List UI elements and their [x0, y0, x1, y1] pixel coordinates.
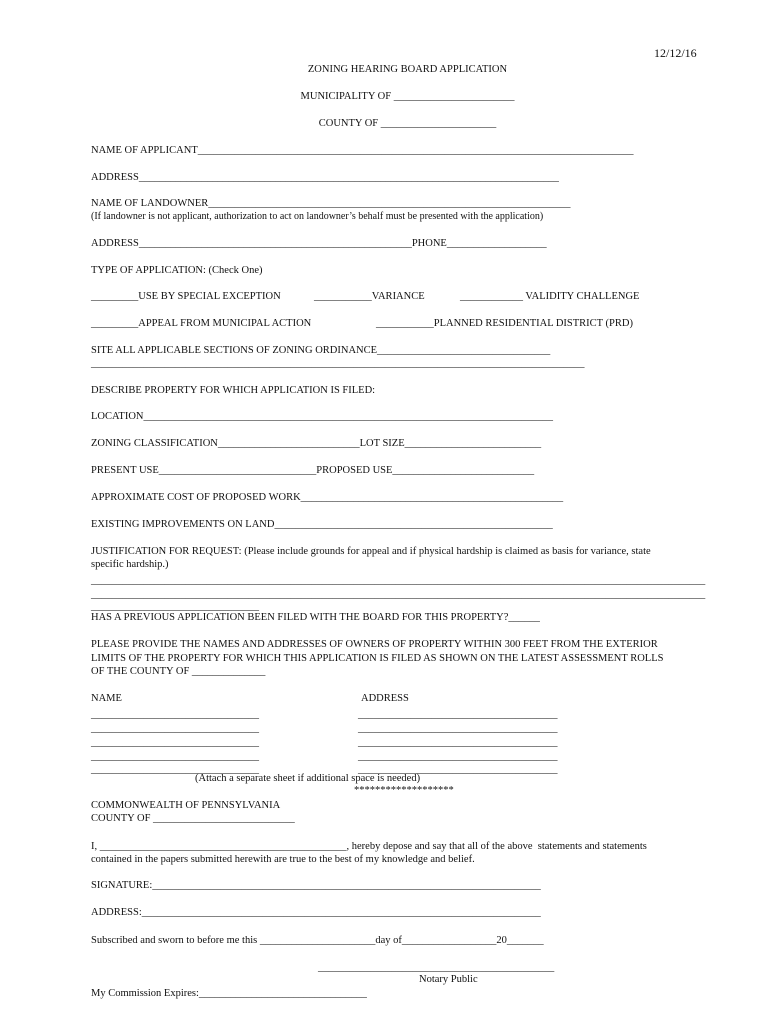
document-date: 12/12/16	[654, 46, 697, 60]
commonwealth-label: COMMONWEALTH OF PENNSYLVANIA	[91, 800, 281, 811]
ordinance-sections-field[interactable]: SITE ALL APPLICABLE SECTIONS OF ZONING ORDINANCE_________________________________	[91, 345, 551, 356]
depose-statement-field[interactable]: I, _______________________________________________, hereby depose and say that all of the above statements and statements	[91, 841, 647, 852]
option-appeal[interactable]: _________APPEAL FROM MUNICIPAL ACTION	[91, 318, 312, 329]
describe-property-heading: DESCRIBE PROPERTY FOR WHICH APPLICATION IS FILED:	[91, 385, 376, 396]
landowner-name-field[interactable]: NAME OF LANDOWNER_____________________________________________________________________	[91, 198, 571, 209]
approximate-cost-field[interactable]: APPROXIMATE COST OF PROPOSED WORK__________________________________________________	[91, 492, 564, 503]
separator-stars: *******************	[354, 785, 454, 796]
county-field[interactable]: COUNTY OF ______________________	[318, 118, 497, 129]
present-proposed-use-field[interactable]: PRESENT USE______________________________PROPOSED USE___________________________	[91, 465, 535, 476]
owners-instructions-1: PLEASE PROVIDE THE NAMES AND ADDRESSES OF OWNERS OF PROPERTY WITHIN 300 FEET FROM THE EXTERIOR	[91, 639, 658, 650]
depose-statement-cont: contained in the papers submitted herewith are true to the best of my knowledge and belief.	[91, 854, 475, 865]
justification-line-2[interactable]: _____________________________________________________________________________________________________________________	[91, 589, 706, 600]
justification-heading: JUSTIFICATION FOR REQUEST: (Please include grounds for appeal and if physical hardship is claimed as basis for variance, state	[91, 546, 651, 557]
owner-address-line[interactable]: ______________________________________	[358, 751, 558, 762]
option-variance[interactable]: ___________VARIANCE	[314, 291, 425, 302]
notary-signature-line[interactable]: _____________________________________________	[318, 962, 555, 973]
owner-name-line[interactable]: ________________________________	[91, 751, 259, 762]
owners-address-header: ADDRESS	[361, 693, 409, 704]
owner-name-line[interactable]: ________________________________	[91, 764, 259, 775]
applicant-name-field[interactable]: NAME OF APPLICANT___________________________________________________________________________________	[91, 145, 634, 156]
owners-instructions-2: LIMITS OF THE PROPERTY FOR WHICH THIS APPLICATION IS FILED AS SHOWN ON THE LATEST ASSESSMENT ROLLS	[91, 653, 664, 664]
owner-name-line[interactable]: ________________________________	[91, 709, 259, 720]
location-field[interactable]: LOCATION______________________________________________________________________________	[91, 411, 553, 422]
owner-address-line[interactable]: ______________________________________	[358, 709, 558, 720]
application-type-heading: TYPE OF APPLICATION: (Check One)	[91, 265, 263, 276]
owner-address-line[interactable]: ______________________________________	[358, 737, 558, 748]
existing-improvements-field[interactable]: EXISTING IMPROVEMENTS ON LAND_____________________________________________________	[91, 519, 553, 530]
commission-expires-field[interactable]: My Commission Expires:________________________________	[91, 988, 367, 999]
justification-heading-cont: specific hardship.)	[91, 559, 169, 570]
option-validity-challenge[interactable]: ____________ VALIDITY CHALLENGE	[460, 291, 640, 302]
justification-line-1[interactable]: _____________________________________________________________________________________________________________________	[91, 575, 706, 586]
applicant-address-field[interactable]: ADDRESS________________________________________________________________________________	[91, 172, 559, 183]
sworn-date-field[interactable]: Subscribed and sworn to before me this ______________________day of__________________20_______	[91, 935, 544, 946]
option-prd[interactable]: ___________PLANNED RESIDENTIAL DISTRICT (PRD)	[376, 318, 633, 329]
attach-sheet-note: (Attach a separate sheet if additional space is needed)	[195, 773, 421, 784]
owner-address-line[interactable]: ______________________________________	[358, 723, 558, 734]
signature-field[interactable]: SIGNATURE:__________________________________________________________________________	[91, 880, 541, 891]
owner-address-line[interactable]: ______________________________________	[358, 764, 558, 775]
landowner-address-phone-field[interactable]: ADDRESS____________________________________________________PHONE___________________	[91, 238, 547, 249]
ordinance-sections-line[interactable]: ______________________________________________________________________________________________	[91, 358, 585, 369]
owner-name-line[interactable]: ________________________________	[91, 723, 259, 734]
municipality-field[interactable]: MUNICIPALITY OF _______________________	[300, 91, 515, 102]
previous-application-field[interactable]: HAS A PREVIOUS APPLICATION BEEN FILED WITH THE BOARD FOR THIS PROPERTY?______	[91, 612, 540, 623]
owners-county-field[interactable]: OF THE COUNTY OF ______________	[91, 666, 266, 677]
justification-line-3[interactable]: ________________________________	[91, 601, 259, 612]
affidavit-county-field[interactable]: COUNTY OF ___________________________	[91, 813, 295, 824]
landowner-note: (If landowner is not applicant, authorization to act on landowner’s behalf must be presented with the application)	[91, 211, 544, 222]
zoning-lot-size-field[interactable]: ZONING CLASSIFICATION___________________________LOT SIZE__________________________	[91, 438, 542, 449]
owners-name-header: NAME	[91, 693, 122, 704]
owner-name-line[interactable]: ________________________________	[91, 737, 259, 748]
form-title: ZONING HEARING BOARD APPLICATION	[307, 64, 508, 75]
option-special-exception[interactable]: _________USE BY SPECIAL EXCEPTION	[91, 291, 281, 302]
affidavit-address-field[interactable]: ADDRESS:____________________________________________________________________________	[91, 907, 541, 918]
notary-public-label: Notary Public	[419, 974, 478, 985]
